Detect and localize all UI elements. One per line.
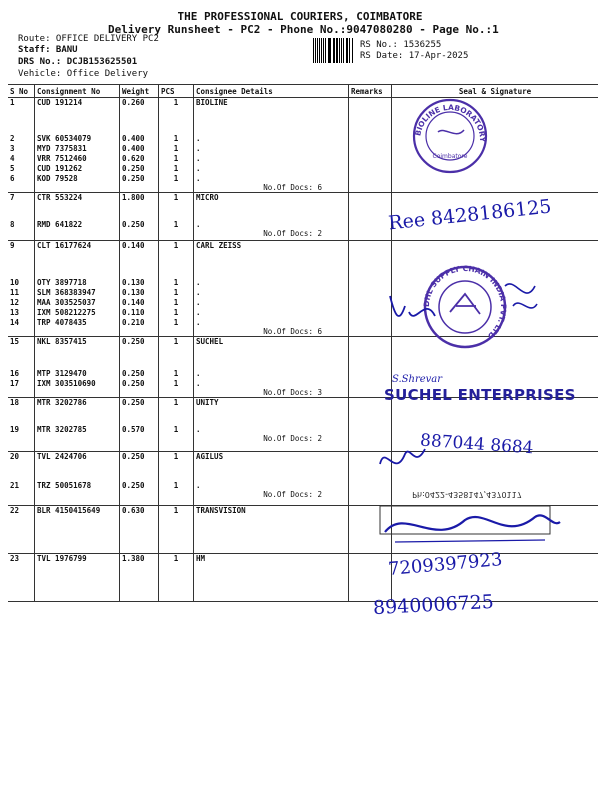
barcode-bar [339,38,340,63]
cell-consignment: SLM 368383947 [35,288,120,298]
cell-consignment: KOD 79528 [35,174,120,193]
cell-sno: 17 [8,379,35,398]
barcode-bar [333,38,334,63]
barcode-bar [330,38,331,63]
cell-pcs: 1 [159,369,194,379]
cell-remarks [349,192,392,220]
docs-count: No.Of Docs: 2 [263,490,322,499]
cell-sno: 2 [8,134,35,144]
cell-seal-signature [392,154,599,164]
route-label: Route: OFFICE DELIVERY PC2 [18,34,159,44]
cell-pcs: 1 [159,553,194,601]
cell-pcs: 1 [159,425,194,451]
cell-pcs: 1 [159,240,194,278]
cell-remarks [349,425,392,451]
micro-signature: Ree 8428186125 [387,195,553,235]
drs-label: DRS No.: DCJB153625501 [18,57,138,67]
cell-sno: 8 [8,220,35,240]
cell-consignee: . [194,298,349,308]
col-pcs: PCS [159,85,194,98]
cell-consignee: AGILUS [194,451,349,481]
cell-consignment: TRZ 50051678 [35,481,120,505]
docs-count: No.Of Docs: 3 [263,387,322,397]
cell-sno: 20 [8,451,35,481]
table-row [8,369,598,379]
table-row [8,288,598,298]
col-remarks: Remarks [349,85,392,98]
cell-weight: 0.250 [120,337,159,369]
cell-remarks [349,240,392,278]
cell-weight: 1.800 [120,192,159,220]
cell-consignment: OTY 3897718 [35,278,120,288]
cell-remarks [349,451,392,481]
cell-weight: 0.250 [120,451,159,481]
cell-consignment: IXM 303510690 [35,379,120,398]
cell-sno: 10 [8,278,35,288]
table-row [8,144,598,154]
cell-pcs: 1 [159,308,194,318]
cell-consignee: SUCHEL [194,337,349,369]
cell-weight: 1.380 [120,553,159,601]
cell-seal-signature [392,240,599,278]
runsheet-subtitle: Delivery Runsheet - PC2 - Phone No.:9047080280 - Page No.:1 [108,23,499,36]
cell-weight: 0.400 [120,144,159,154]
cell-pcs: 1 [159,481,194,505]
cell-consignment: CTR 553224 [35,192,120,220]
cell-sno: 15 [8,337,35,369]
cell-weight: 0.250 [120,369,159,379]
cell-consignee: . [194,134,349,144]
cell-sno: 18 [8,397,35,425]
unity-signature: 887044 8684 [419,430,535,459]
cell-pcs: 1 [159,379,194,398]
cell-pcs: 1 [159,298,194,308]
hm-signature: 8940006725 [372,590,495,620]
table-row [8,337,598,369]
docs-count: No.Of Docs: 6 [263,327,322,336]
svg-text:DHL SUPPLY CHAIN INDIA PVT. LT: DHL SUPPLY CHAIN INDIA PVT. LTD [421,263,509,341]
cell-sno: 4 [8,154,35,164]
cell-consignment: CUD 191262 [35,164,120,174]
col-consignee: Consignee Details [194,85,349,98]
cell-remarks [349,298,392,308]
table-row [8,505,598,553]
cell-weight: 0.110 [120,308,159,318]
cell-consignment: IXM 508212275 [35,308,120,318]
cell-weight: 0.250 [120,220,159,240]
cell-weight: 0.250 [120,481,159,505]
cell-consignee: . No.Of Docs: 2 [194,481,349,505]
table-row [8,278,598,288]
cell-consignee: . No.Of Docs: 2 [194,220,349,240]
cell-consignee: . [194,308,349,318]
table-row [8,98,598,134]
cell-consignee: TRANSVISION [194,505,349,553]
cell-remarks [349,164,392,174]
cell-sno: 3 [8,144,35,154]
cell-sno: 6 [8,174,35,193]
cell-sno: 12 [8,298,35,308]
cell-consignment: TRP 4078435 [35,318,120,337]
cell-consignee: CARL ZEISS [194,240,349,278]
cell-pcs: 1 [159,164,194,174]
cell-weight: 0.250 [120,397,159,425]
cell-seal-signature [392,505,599,553]
rs-no-label: RS No.: 1536255 [360,40,442,50]
table-header-row [8,85,598,98]
cell-consignee: BIOLINE [194,98,349,134]
cell-weight: 0.130 [120,278,159,288]
company-title: THE PROFESSIONAL COURIERS, COIMBATORE [177,10,423,23]
cell-sno: 14 [8,318,35,337]
cell-consignee: . No.Of Docs: 6 [194,174,349,193]
cell-consignee: . [194,144,349,154]
cell-seal-signature [392,288,599,298]
cell-weight: 0.250 [120,164,159,174]
cell-pcs: 1 [159,278,194,288]
cell-consignee: HM [194,553,349,601]
cell-consignment: MTP 3129470 [35,369,120,379]
table-row [8,220,598,240]
cell-remarks [349,318,392,337]
agilus-stamp: Ph:0422-4358147,4370117 [412,490,522,499]
cell-weight: 0.140 [120,240,159,278]
cell-remarks [349,174,392,193]
suchel-signature: S.Shrevar [392,374,443,385]
rs-date-label: RS Date: 17-Apr-2025 [360,51,469,61]
cell-pcs: 1 [159,451,194,481]
cell-pcs: 1 [159,154,194,164]
cell-pcs: 1 [159,192,194,220]
cell-seal-signature [392,308,599,318]
cell-consignee: . [194,278,349,288]
cell-consignment: SVK 60534079 [35,134,120,144]
cell-pcs: 1 [159,174,194,193]
cell-consignee: . [194,288,349,298]
cell-sno: 19 [8,425,35,451]
docs-count: No.Of Docs: 6 [263,182,322,192]
cell-seal-signature [392,174,599,193]
cell-consignment: RMD 641822 [35,220,120,240]
table-row [8,298,598,308]
staff-label: Staff: BANU [18,45,78,55]
cell-remarks [349,144,392,154]
cell-consignee: . No.Of Docs: 6 [194,318,349,337]
cell-pcs: 1 [159,288,194,298]
cell-remarks [349,369,392,379]
cell-weight: 0.140 [120,298,159,308]
table-row [8,553,598,601]
cell-weight: 0.210 [120,318,159,337]
cell-consignee: UNITY [194,397,349,425]
cell-consignee: . No.Of Docs: 2 [194,425,349,451]
transvision-signature: 7209397923 [387,549,504,580]
cell-consignment: MAA 303525037 [35,298,120,308]
cell-remarks [349,278,392,288]
table-row [8,308,598,318]
table-row [8,134,598,144]
cell-weight: 0.400 [120,134,159,144]
cell-pcs: 1 [159,505,194,553]
cell-seal-signature [392,144,599,154]
cell-consignee: . [194,154,349,164]
cell-consignment: MYD 7375831 [35,144,120,154]
col-sno: S No [8,85,35,98]
cell-weight: 0.250 [120,379,159,398]
cell-weight: 0.620 [120,154,159,164]
cell-remarks [349,308,392,318]
cell-seal-signature [392,298,599,308]
cell-pcs: 1 [159,134,194,144]
cell-sno: 16 [8,369,35,379]
cell-seal-signature [392,98,599,134]
cell-consignment: MTR 3202785 [35,425,120,451]
suchel-stamp: SUCHEL ENTERPRISES [384,386,576,404]
barcode-bar [325,38,326,63]
cell-sno: 11 [8,288,35,298]
cell-remarks [349,220,392,240]
vehicle-label: Vehicle: Office Delivery [18,69,149,79]
cell-sno: 22 [8,505,35,553]
svg-text:Coimbatore: Coimbatore [432,153,468,160]
cell-weight: 0.260 [120,98,159,134]
cell-sno: 5 [8,164,35,174]
runsheet-table [8,84,598,602]
cell-consignment: VRR 7512460 [35,154,120,164]
table-row [8,154,598,164]
cell-consignment: CLT 16177624 [35,240,120,278]
cell-pcs: 1 [159,144,194,154]
cell-consignee: . No.Of Docs: 3 [194,379,349,398]
barcode-bar [315,38,316,63]
cell-weight: 0.130 [120,288,159,298]
cell-consignee: . [194,164,349,174]
barcode-bar [321,38,322,63]
barcode [313,38,353,63]
cell-remarks [349,154,392,164]
cell-seal-signature [392,134,599,144]
table-row [8,318,598,337]
barcode-bar [343,38,344,63]
cell-seal-signature [392,318,599,337]
cell-consignment: TVL 2424706 [35,451,120,481]
cell-consignment: TVL 1976799 [35,553,120,601]
cell-sno: 13 [8,308,35,318]
svg-text:BIOLINE LABORATORY: BIOLINE LABORATORY [413,102,488,143]
barcode-bar [349,38,350,63]
cell-pcs: 1 [159,98,194,134]
cell-pcs: 1 [159,318,194,337]
cell-consignee: . [194,369,349,379]
cell-remarks [349,505,392,553]
col-weight: Weight [120,85,159,98]
cell-pcs: 1 [159,220,194,240]
cell-consignment: CUD 191214 [35,98,120,134]
cell-seal-signature [392,164,599,174]
cell-remarks [349,288,392,298]
cell-sno: 1 [8,98,35,134]
cell-consignee: MICRO [194,192,349,220]
table-row [8,164,598,174]
cell-sno: 21 [8,481,35,505]
cell-weight: 0.570 [120,425,159,451]
table-row [8,174,598,193]
col-consignment: Consignment No [35,85,120,98]
docs-count: No.Of Docs: 2 [263,229,322,238]
cell-weight: 0.250 [120,174,159,193]
cell-sno: 9 [8,240,35,278]
cell-sno: 23 [8,553,35,601]
cell-consignment: MTR 3202786 [35,397,120,425]
docs-count: No.Of Docs: 2 [263,434,322,443]
cell-remarks [349,98,392,134]
cell-remarks [349,337,392,369]
cell-pcs: 1 [159,337,194,369]
cell-sno: 7 [8,192,35,220]
cell-consignment: BLR 4150415649 [35,505,120,553]
cell-remarks [349,134,392,144]
cell-seal-signature [392,278,599,288]
col-seal-signature: Seal & Signature [392,85,599,98]
table-row [8,240,598,278]
cell-remarks [349,553,392,601]
cell-consignment: NKL 8357415 [35,337,120,369]
cell-seal-signature [392,337,599,369]
cell-weight: 0.630 [120,505,159,553]
cell-pcs: 1 [159,397,194,425]
